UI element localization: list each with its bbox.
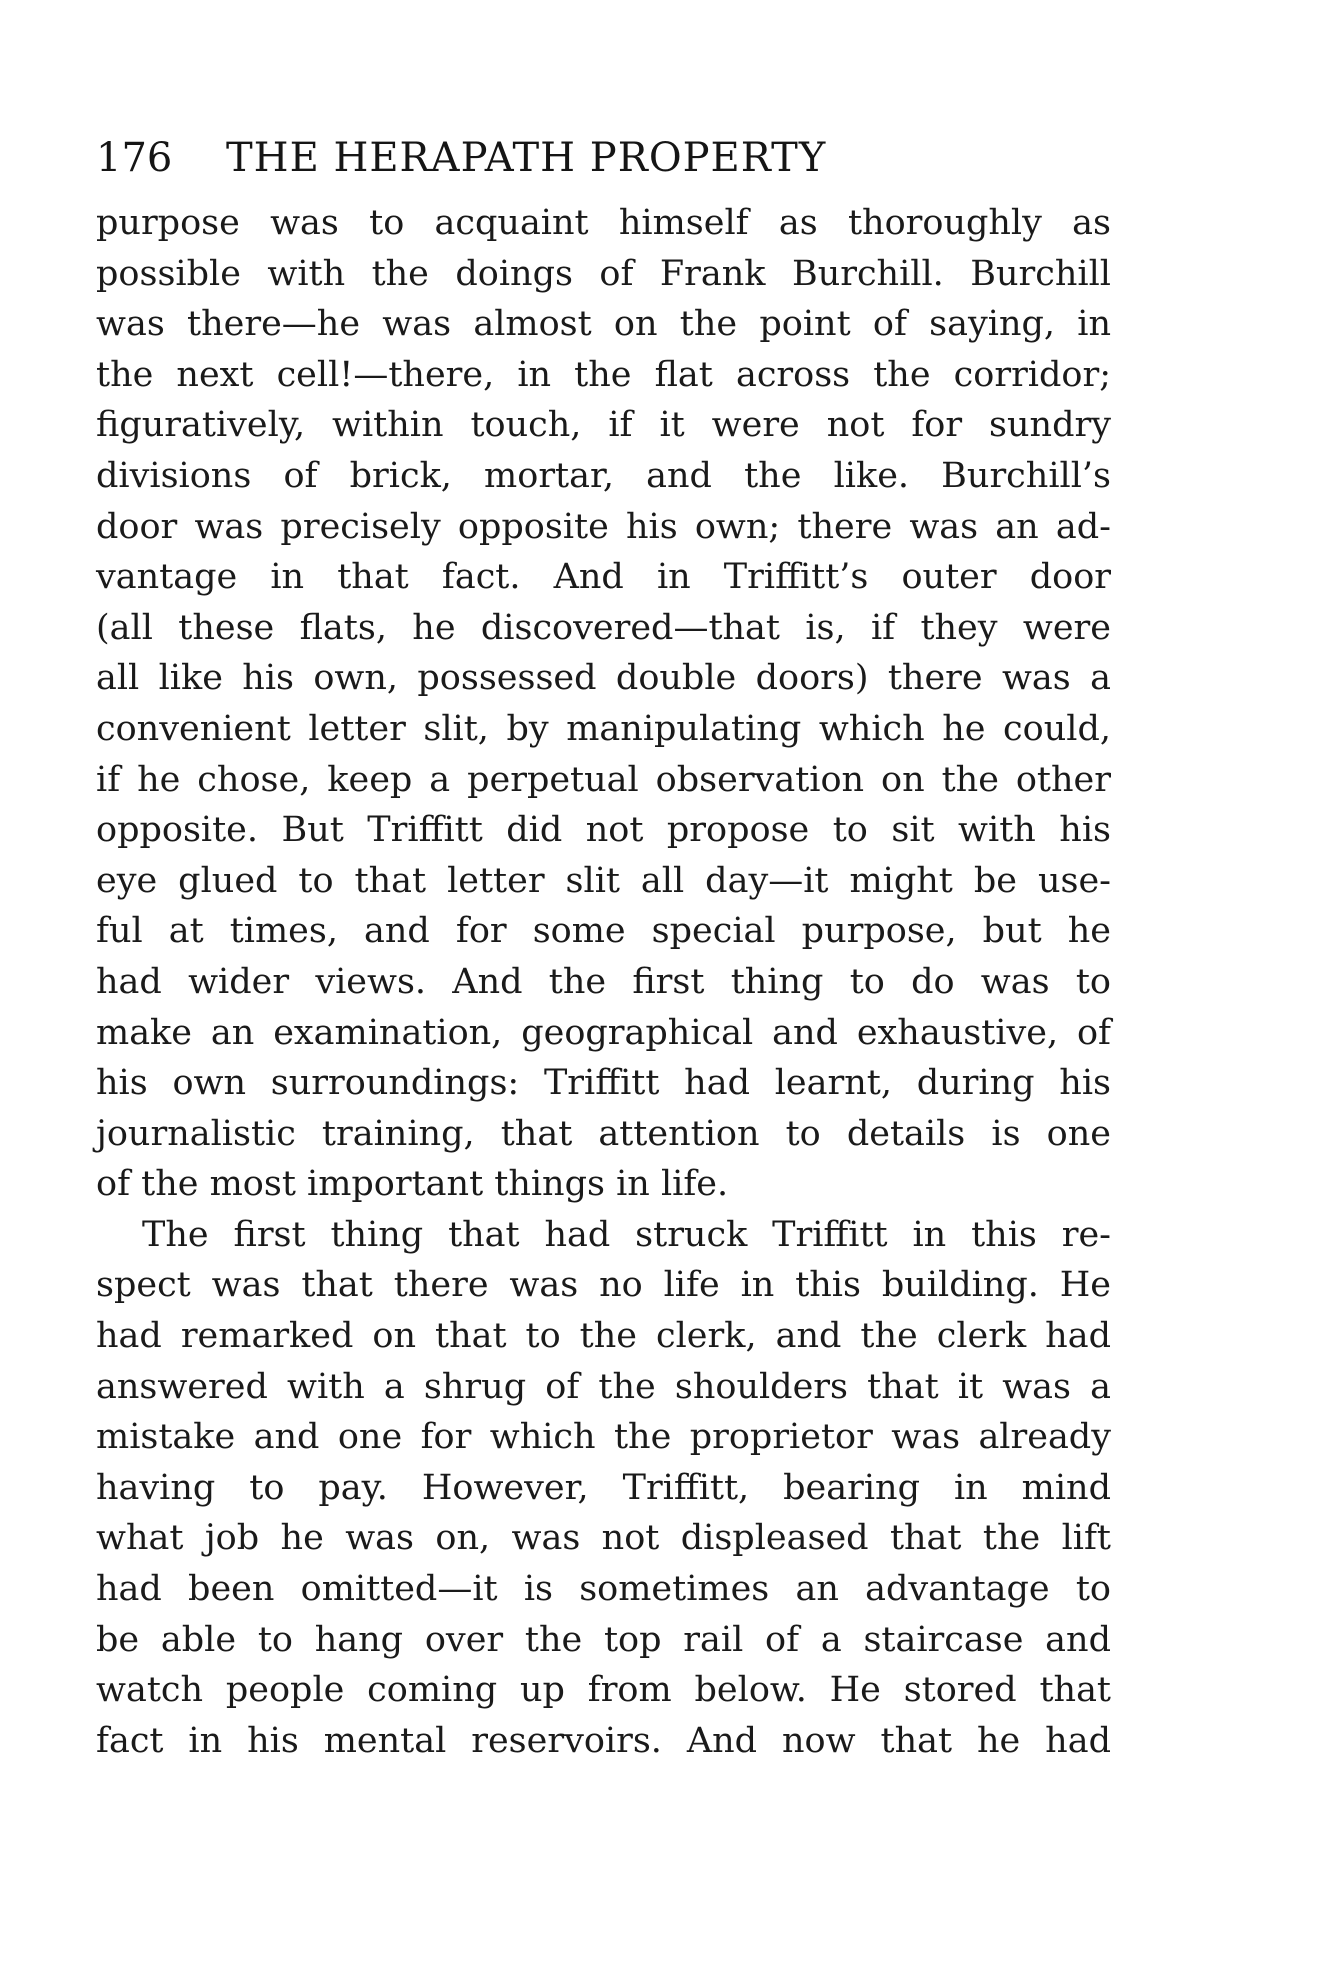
text-line: fact in his mental reservoirs. And now that he had (96, 1720, 1111, 1761)
text-line: ful at times, and for some special purpose, but he (96, 911, 1111, 952)
text-line: had wider views. And the first thing to do was to (96, 961, 1111, 1002)
text-line: watch people coming up from below. He stored that (96, 1670, 1111, 1711)
text-line: figuratively, within touch, if it were not for sundry (96, 405, 1111, 446)
text-line: of the most important things in life. (96, 1164, 729, 1205)
text-line: the next cell!—there, in the flat across the corridor; (96, 354, 1111, 395)
text-line: all like his own, possessed double doors) there was a (96, 658, 1111, 699)
text-line: (all these flats, he discovered—that is, if they were (96, 607, 1111, 648)
text-line: had remarked on that to the clerk, and the clerk had (96, 1316, 1111, 1357)
text-line: if he chose, keep a perpetual observation on the other (96, 759, 1111, 800)
text-line: was there—he was almost on the point of saying, in (96, 304, 1111, 345)
text-line: having to pay. However, Triffitt, bearing in mind (96, 1467, 1111, 1508)
text-line: purpose was to acquaint himself as thoroughly as (96, 203, 1111, 243)
text-line: make an examination, geographical and exhaustive, of (96, 1012, 1111, 1053)
text-line: spect was that there was no life in this building. He (96, 1265, 1111, 1306)
body-text (96, 198, 1111, 1766)
paragraph-2 (96, 1210, 1111, 1767)
text-line: answered with a shrug of the shoulders that it was a (96, 1366, 1111, 1407)
text-line: eye glued to that letter slit all day—it might be use- (96, 860, 1111, 901)
page-number: 176 (96, 135, 173, 181)
text-line: had been omitted—it is sometimes an advantage to (96, 1569, 1111, 1610)
text-line: vantage in that fact. And in Triffitt’s outer door (96, 557, 1111, 598)
page-header (96, 128, 1136, 188)
paragraph-1 (96, 198, 1111, 1210)
text-line: convenient letter slit, by manipulating which he could, (96, 708, 1111, 749)
text-line: be able to hang over the top rail of a staircase and (96, 1619, 1111, 1660)
text-line: opposite. But Triffitt did not propose to sit with his (96, 810, 1111, 851)
running-head: THE HERAPATH PROPERTY (226, 135, 827, 181)
text-line: his own surroundings: Triffitt had learnt, during his (96, 1063, 1111, 1104)
text-line: what job he was on, was not displeased that the lift (96, 1518, 1111, 1559)
text-line: possible with the doings of Frank Burchill. Burchill (96, 253, 1111, 294)
text-line: journalistic training, that attention to details is one (96, 1113, 1111, 1154)
text-line: door was precisely opposite his own; there was an ad- (96, 506, 1111, 547)
text-line: mistake and one for which the proprietor was already (96, 1417, 1111, 1458)
text-line: The first thing that had struck Triffitt in this re- (142, 1214, 1111, 1255)
text-line: divisions of brick, mortar, and the like. Burchill’s (96, 455, 1111, 496)
